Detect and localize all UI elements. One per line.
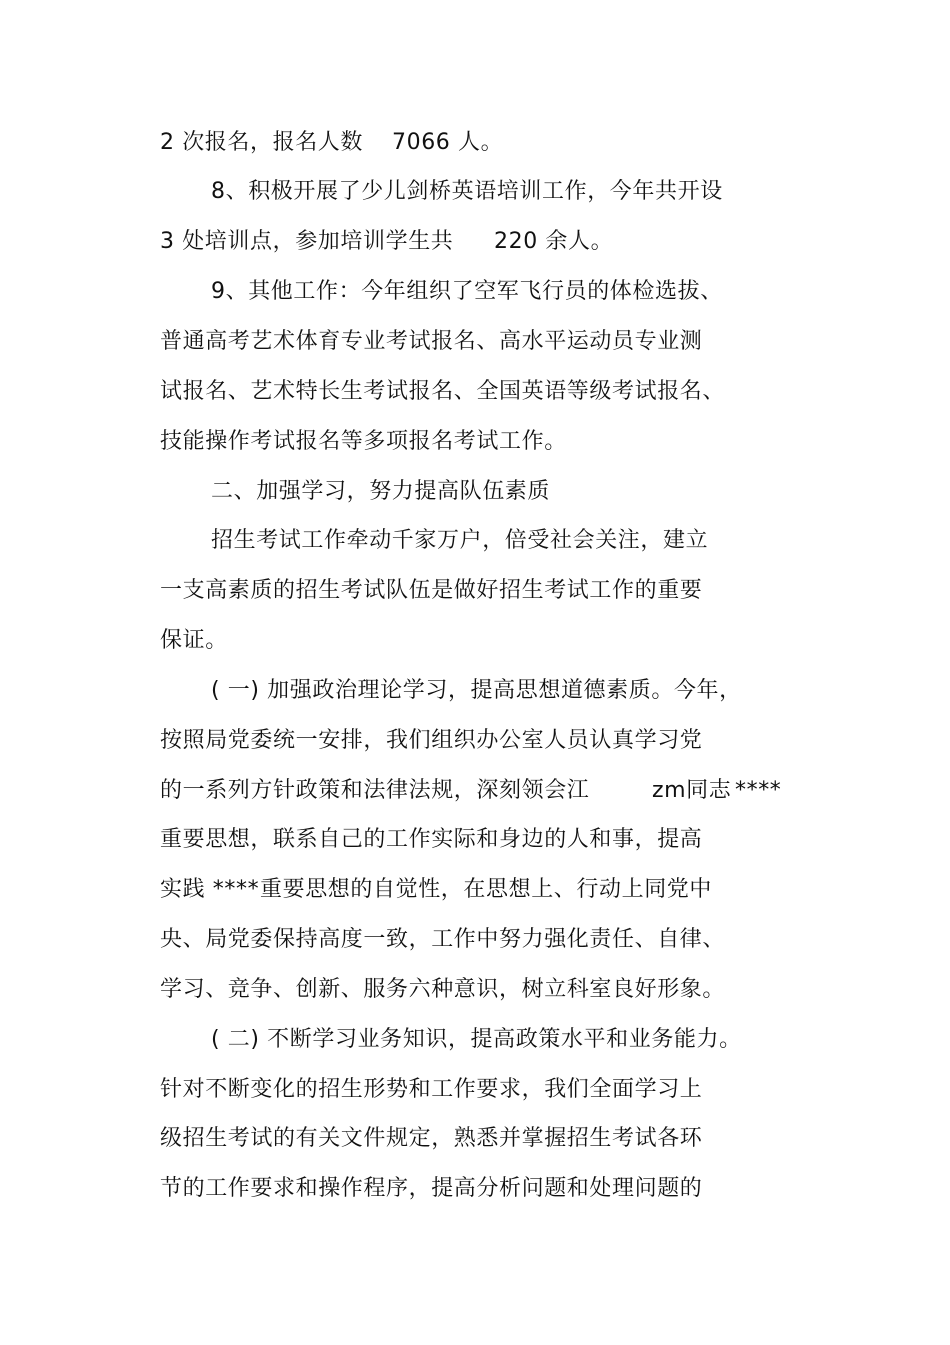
section-heading: 二、加强学习，努力提高队伍素质 (211, 479, 551, 504)
text-line-4: 9、其他工作：今年组织了空军飞行员的体检选拔、 (211, 279, 723, 304)
text-line-19: ( 二) 不断学习业务知识，提高政策水平和业务能力。 (211, 1027, 742, 1052)
text-line-3b: 220 余人。 (494, 229, 614, 254)
text-line-10: 一支高素质的招生考试队伍是做好招生考试工作的重要 (160, 578, 703, 603)
text-line-2: 8、积极开展了少儿剑桥英语培训工作，今年共开设 (211, 179, 723, 204)
text-line-12: ( 一) 加强政治理论学习，提高思想道德素质。今年， (211, 678, 742, 703)
text-line-15: 重要思想，联系自己的工作实际和身边的人和事，提高 (160, 827, 703, 852)
text-line-14b: zm同志 (652, 778, 732, 803)
text-line-16a: 实践 **** (160, 877, 260, 902)
text-line-20: 针对不断变化的招生形势和工作要求，我们全面学习上 (160, 1077, 703, 1102)
text-line-21: 级招生考试的有关文件规定，熟悉并掌握招生考试各环 (160, 1126, 703, 1151)
text-line-16b: 重要思想的自觉性，在思想上、行动上同党中 (260, 877, 713, 902)
text-line-13: 按照局党委统一安排，我们组织办公室人员认真学习党 (160, 728, 703, 753)
text-line-7: 技能操作考试报名等多项报名考试工作。 (160, 429, 567, 454)
text-line-3a: 3 处培训点，参加培训学生共 (160, 229, 454, 254)
text-line-14c: **** (735, 778, 782, 803)
text-line-18: 学习、竞争、创新、服务六种意识，树立科室良好形象。 (160, 977, 726, 1002)
text-line-1b: 7066 人。 (392, 130, 504, 155)
text-line-1a: 2 次报名，报名人数 (160, 130, 363, 155)
text-line-17: 央、局党委保持高度一致，工作中努力强化责任、自律、 (160, 927, 726, 952)
text-line-14a: 的一系列方针政策和法律法规，深刻领会江 (160, 778, 590, 803)
text-line-5: 普通高考艺术体育专业考试报名、高水平运动员专业测 (160, 329, 703, 354)
text-line-9: 招生考试工作牵动千家万户，倍受社会关注，建立 (211, 528, 709, 553)
text-line-22: 节的工作要求和操作程序，提高分析问题和处理问题的 (160, 1176, 703, 1201)
text-line-6: 试报名、艺术特长生考试报名、全国英语等级考试报名、 (160, 379, 726, 404)
text-line-11: 保证。 (160, 628, 228, 653)
